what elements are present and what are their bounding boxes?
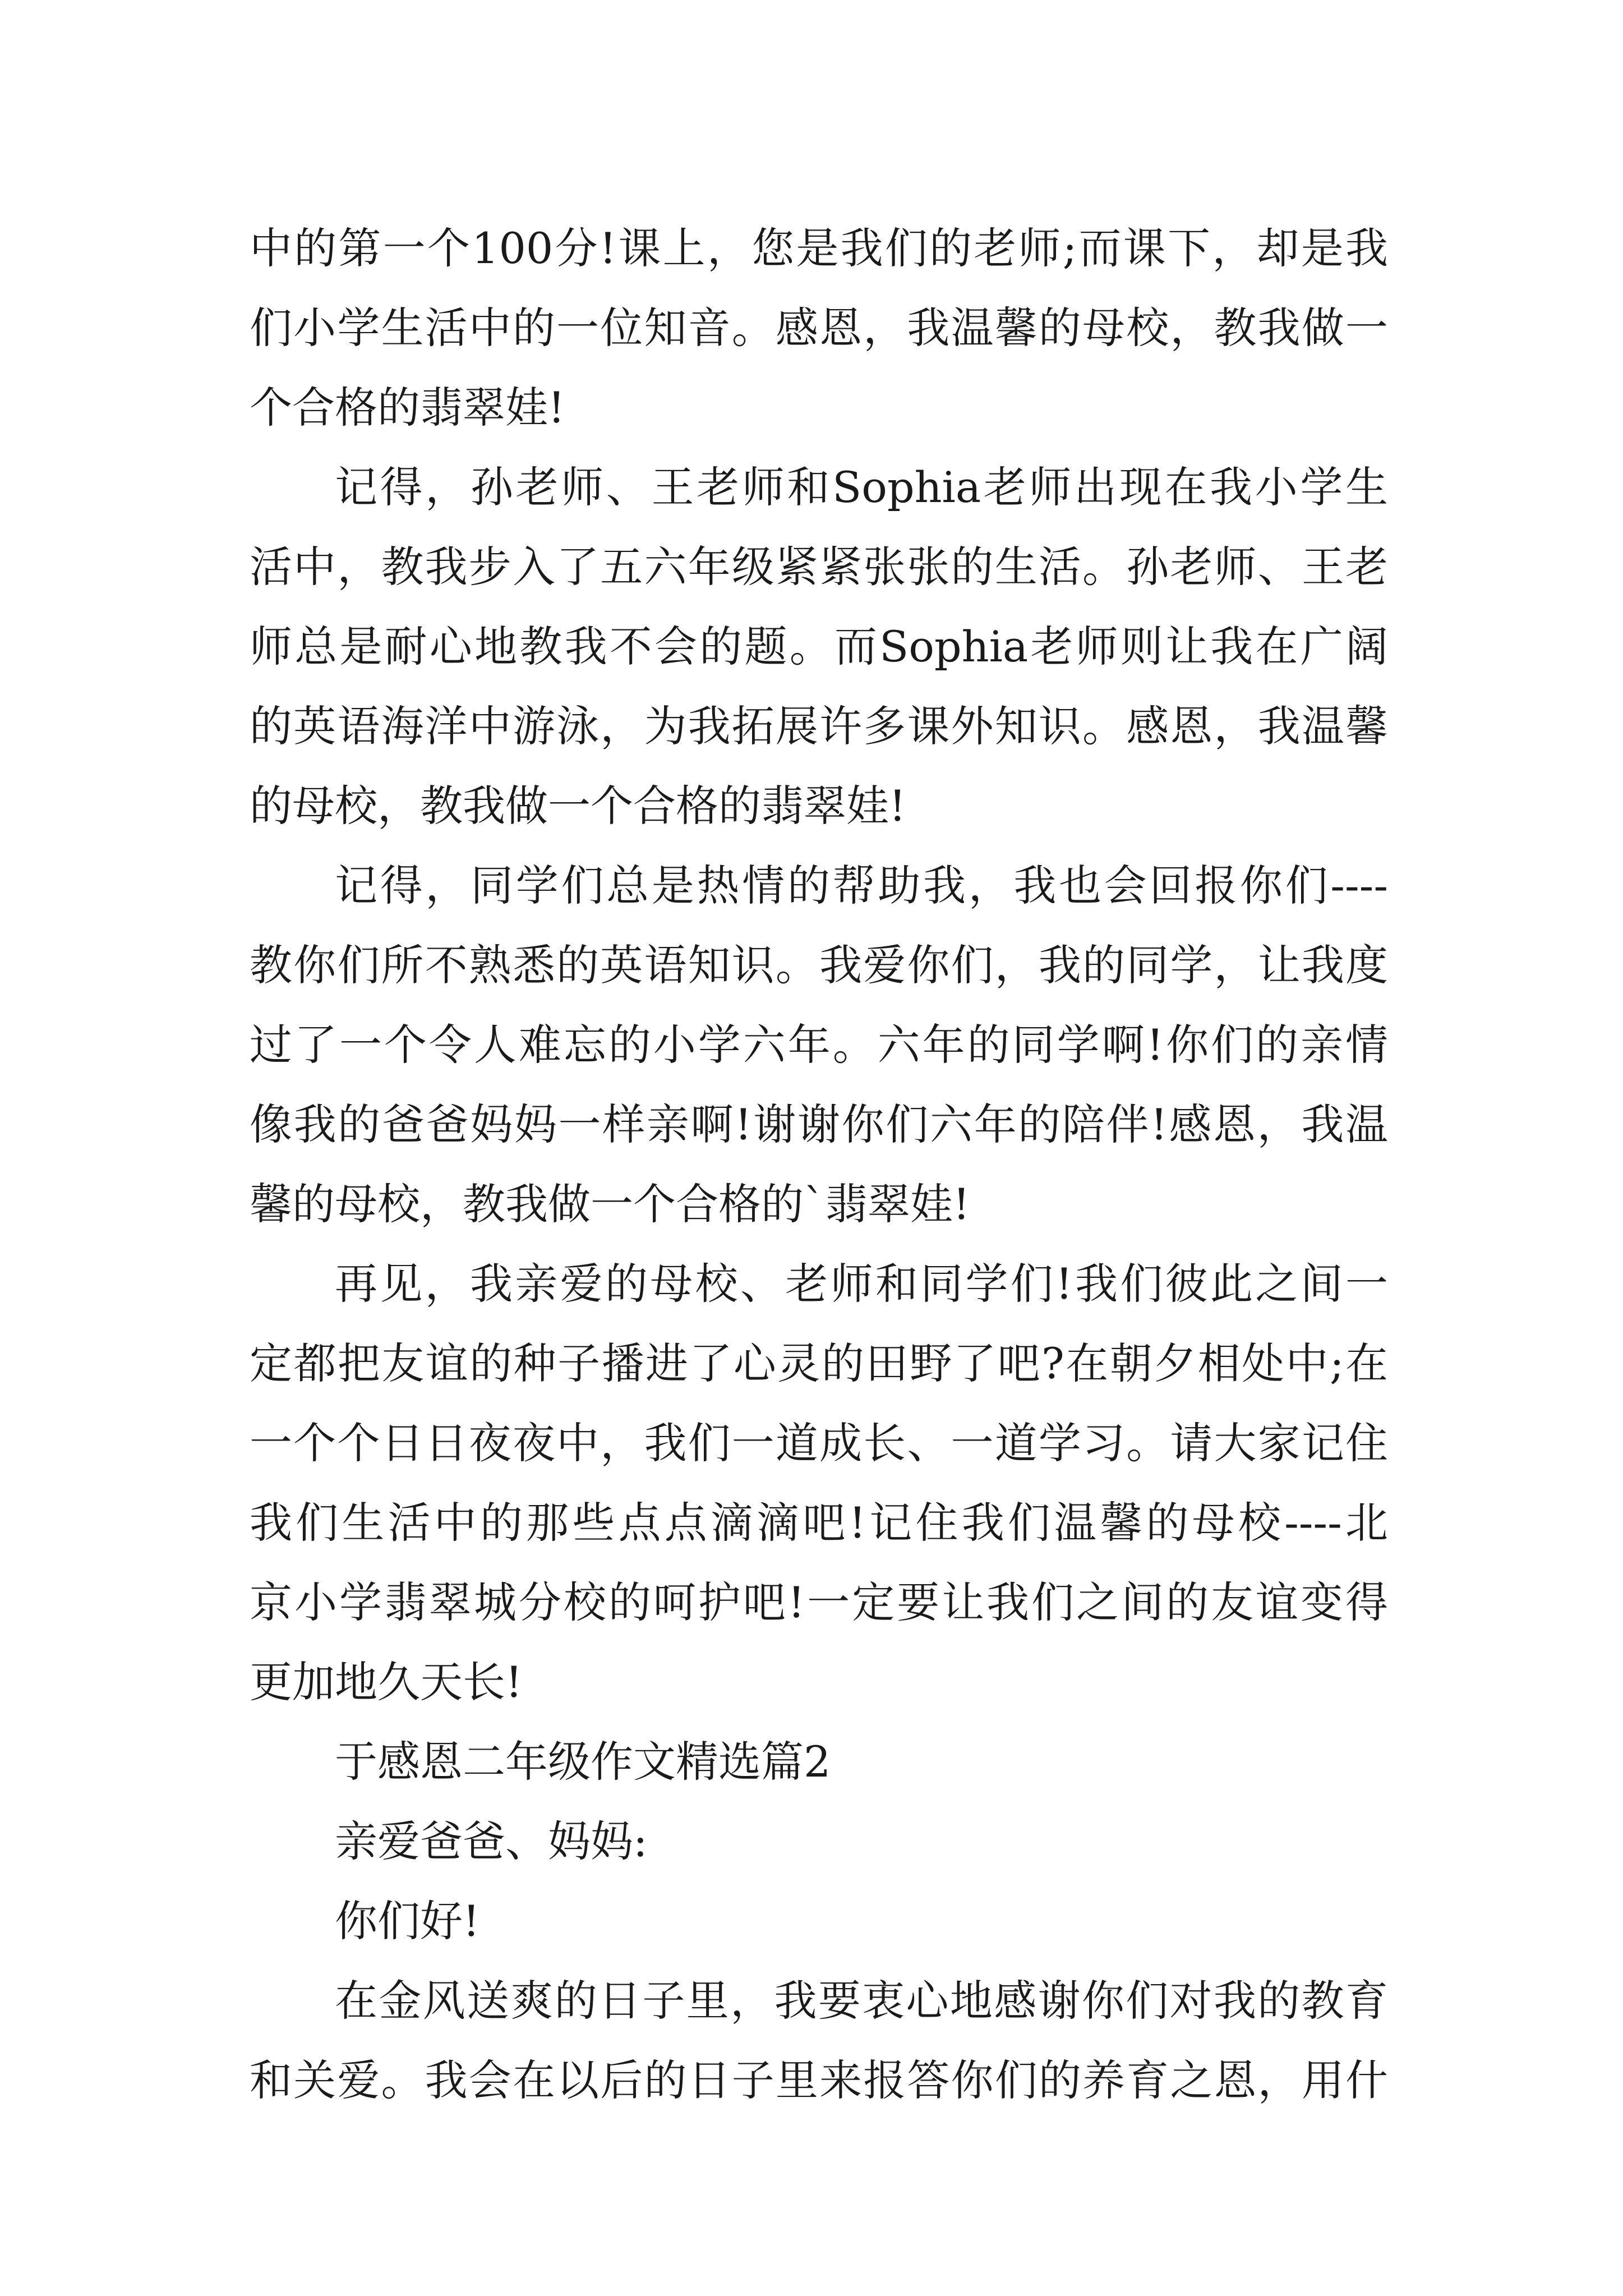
text-line: 和关爱。我会在以后的日子里来报答你们的养育之恩，用什 xyxy=(250,2055,1388,2105)
text-line: 一个个日日夜夜中，我们一道成长、一道学习。请大家记住 xyxy=(250,1418,1388,1468)
text-line: 的英语海洋中游泳，为我拓展许多课外知识。感恩，我温馨 xyxy=(250,701,1388,751)
text-line: 中的第一个100分!课上，您是我们的老师;而课下，却是我 xyxy=(250,223,1388,273)
text-line: 们小学生活中的一位知音。感恩，我温馨的母校，教我做一 xyxy=(250,303,1388,353)
text-line: 馨的母校，教我做一个合格的`翡翠娃! xyxy=(250,1179,970,1229)
text-line: 京小学翡翠城分校的呵护吧!一定要让我们之间的友谊变得 xyxy=(250,1577,1388,1627)
text-line: 再见，我亲爱的母校、老师和同学们!我们彼此之间一 xyxy=(335,1259,1388,1309)
text-line: 的母校，教我做一个合格的翡翠娃! xyxy=(250,781,906,831)
document-page xyxy=(250,209,1388,2120)
text-line: 我们生活中的那些点点滴滴吧!记住我们温馨的母校----北 xyxy=(250,1498,1388,1548)
text-line: 记得，孙老师、王老师和Sophia老师出现在我小学生 xyxy=(335,462,1388,512)
letter-salutation: 亲爱爸爸、妈妈: xyxy=(335,1816,648,1866)
text-line: 在金风送爽的日子里，我要衷心地感谢你们对我的教育 xyxy=(335,1976,1388,2026)
text-line: 像我的爸爸妈妈一样亲啊!谢谢你们六年的陪伴!感恩，我温 xyxy=(250,1099,1388,1149)
letter-greeting: 你们好! xyxy=(335,1896,480,1946)
text-line: 定都把友谊的种子播进了心灵的田野了吧?在朝夕相处中;在 xyxy=(250,1338,1388,1388)
section-heading: 于感恩二年级作文精选篇2 xyxy=(335,1737,831,1787)
text-line: 师总是耐心地教我不会的题。而Sophia老师则让我在广阔 xyxy=(250,622,1388,671)
text-line: 教你们所不熟悉的英语知识。我爱你们，我的同学，让我度 xyxy=(250,940,1388,990)
text-line: 个合格的翡翠娃! xyxy=(250,383,565,432)
text-line: 记得，同学们总是热情的帮助我，我也会回报你们---- xyxy=(335,861,1388,910)
text-line: 活中，教我步入了五六年级紧紧张张的生活。孙老师、王老 xyxy=(250,542,1388,592)
text-line: 更加地久天长! xyxy=(250,1657,523,1707)
text-line: 过了一个令人难忘的小学六年。六年的同学啊!你们的亲情 xyxy=(250,1020,1388,1070)
